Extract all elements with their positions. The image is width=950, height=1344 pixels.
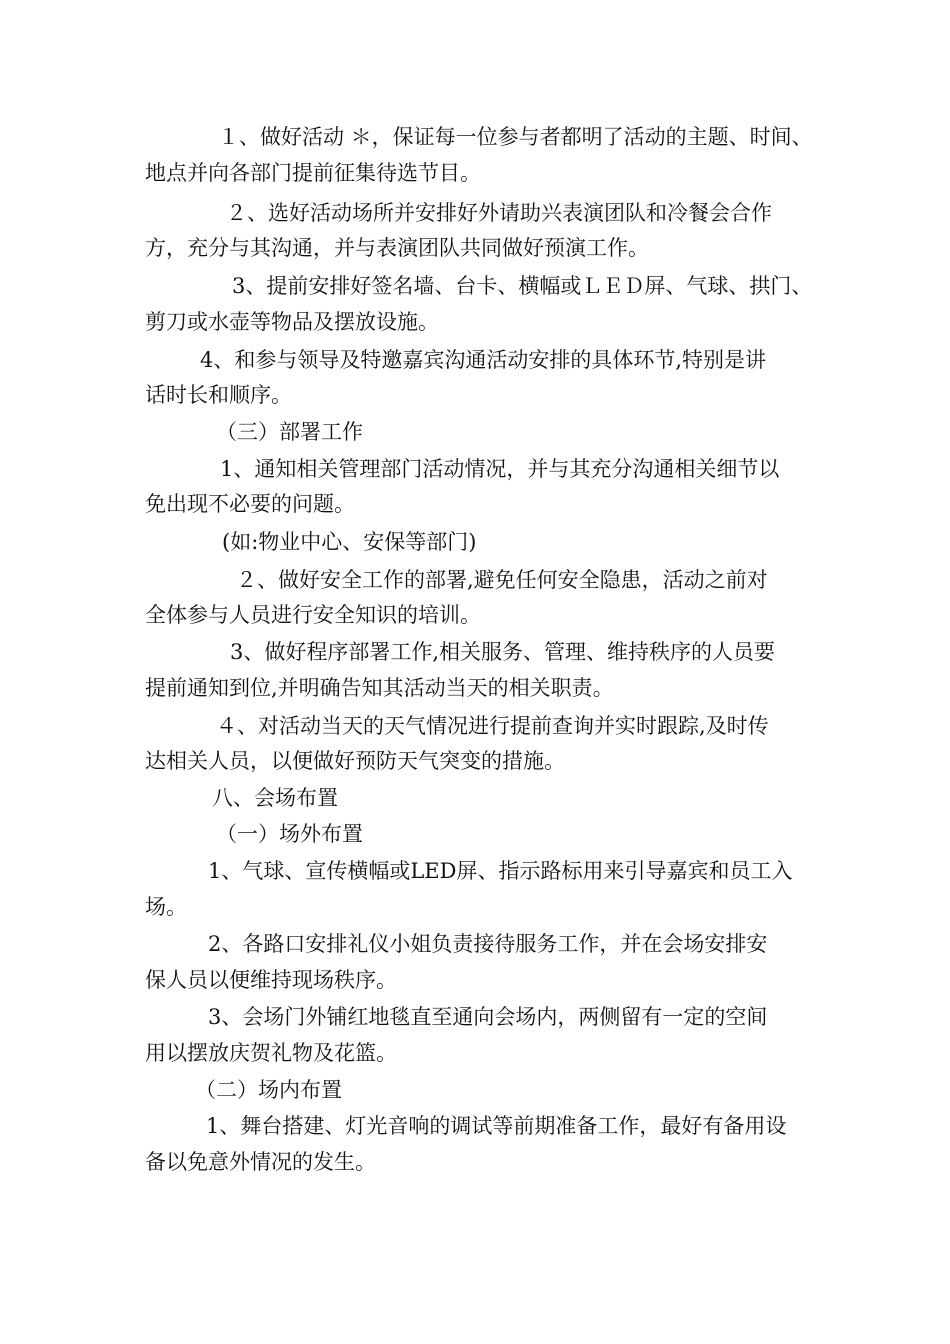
paragraph-line: 1、舞台搭建、灯光音响的调试等前期准备工作，最好有备用设 — [206, 1114, 787, 1138]
paragraph-line: 提前通知到位,并明确告知其活动当天的相关职责。 — [145, 676, 614, 700]
paragraph-line: 话时长和顺序。 — [145, 383, 292, 407]
paragraph-line: 1、通知相关管理部门活动情况，并与其充分沟通相关细节以 — [220, 457, 780, 481]
paragraph-line: ２、做好安全工作的部署,避免任何安全隐患，活动之前对 — [236, 568, 768, 592]
paragraph-line: 场。 — [145, 895, 187, 919]
paragraph-line: 免出现不必要的问题。 — [145, 492, 355, 516]
paragraph-line: 全体参与人员进行安全知识的培训。 — [145, 603, 481, 627]
paragraph-line: 2、各路口安排礼仪小姐负责接待服务工作，并在会场安排安 — [208, 932, 768, 956]
paragraph-line: 用以摆放庆贺礼物及花篮。 — [145, 1041, 397, 1065]
section-heading: 八、会场布置 — [212, 786, 338, 810]
section-heading: （三）部署工作 — [216, 420, 363, 444]
paragraph-line: 3、会场门外铺红地毯直至通向会场内，两侧留有一定的空间 — [208, 1005, 768, 1029]
paragraph-line: 方，充分与其沟通，并与表演团队共同做好预演工作。 — [145, 236, 649, 260]
paragraph-line: ２、选好活动场所并安排好外请助兴表演团队和冷餐会合作 — [226, 201, 772, 225]
paragraph-line: 4、和参与领导及特邀嘉宾沟通活动安排的具体环节,特别是讲 — [200, 348, 767, 372]
paragraph-line: 剪刀或水壶等物品及摆放设施。 — [145, 310, 439, 334]
paragraph-line: 3、提前安排好签名墙、台卡、横幅或ＬＥＤ屏、气球、拱门、 — [232, 274, 813, 298]
section-heading: （二）场内布置 — [195, 1078, 342, 1102]
paragraph-line: 备以免意外情况的发生。 — [145, 1150, 376, 1174]
paragraph-line: 保人员以便维持现场秩序。 — [145, 968, 397, 992]
paragraph-line: 3、做好程序部署工作,相关服务、管理、维持秩序的人员要 — [230, 640, 776, 664]
section-heading: （一）场外布置 — [216, 822, 363, 846]
paragraph-line: (如:物业中心、安保等部门) — [222, 530, 477, 554]
paragraph-line: １、做好活动 ＊，保证每一位参与者都明了活动的主题、时间、 — [218, 125, 813, 149]
paragraph-line: 1、气球、宣传横幅或LED屏、指示路标用来引导嘉宾和员工入 — [208, 859, 793, 883]
paragraph-line: ４、对活动当天的天气情况进行提前查询并实时跟踪,及时传 — [216, 714, 769, 738]
paragraph-line: 地点并向各部门提前征集待选节目。 — [145, 161, 481, 185]
paragraph-line: 达相关人员，以便做好预防天气突变的措施。 — [145, 749, 565, 773]
